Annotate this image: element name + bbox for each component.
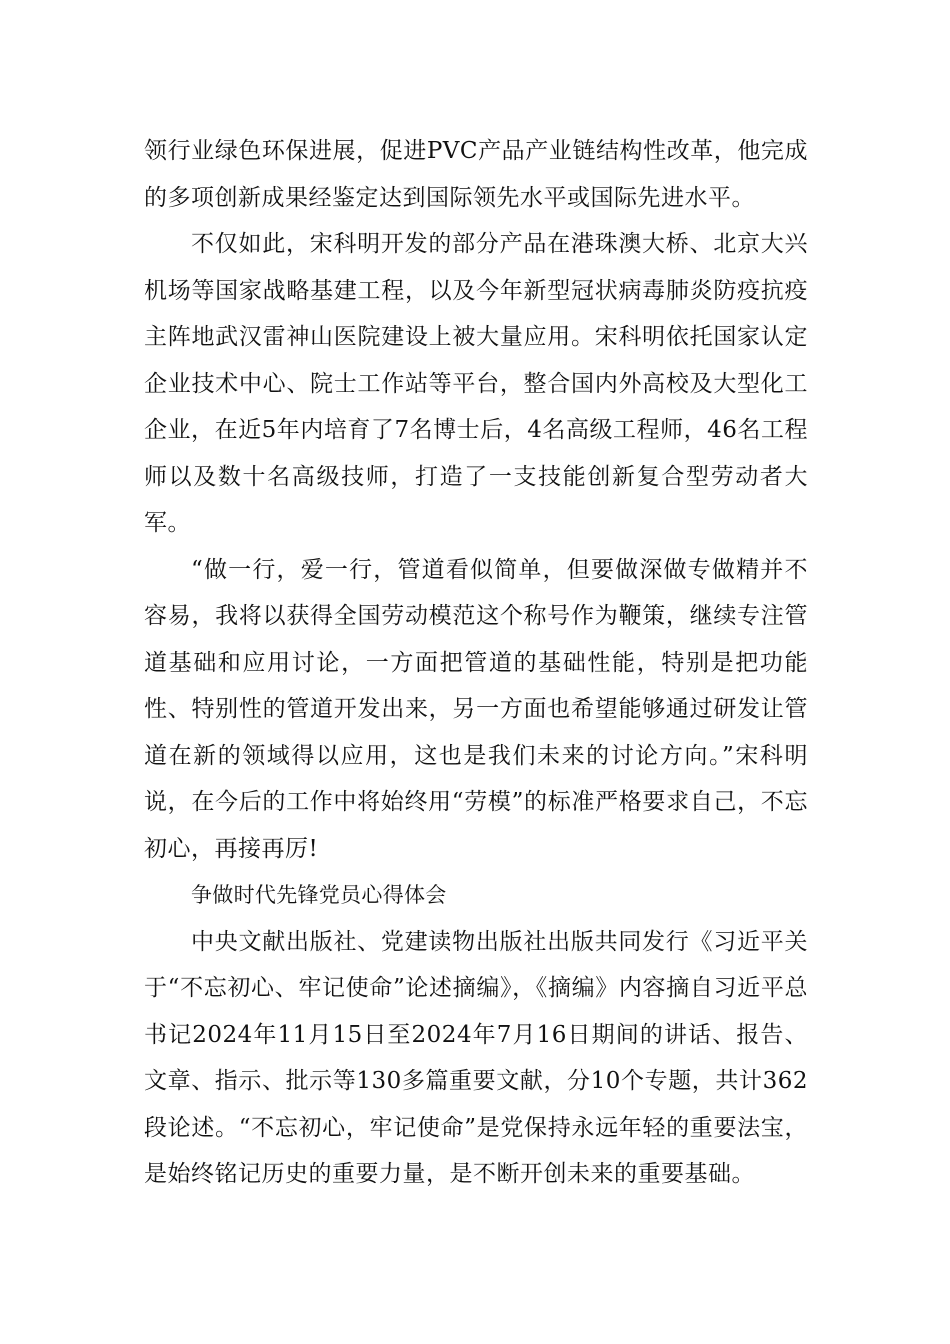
paragraph-3: “做一行，爱一行，管道看似简单，但要做深做专做精并不容易，我将以获得全国劳动模范这个称号作为鞭策，继续专注管道基础和应用讨论，一方面把管道的基础性能，特别是把功能性、特别性的管道开发出来，另一方面也希望能够通过研发让管道在新的领域得以应用，这也是我们未来的讨论方向。”宋科明说，在今后的工作中将始终用“劳模”的标准严格要求自己，不忘初心，再接再厉!: [144, 556, 808, 862]
paragraph-2: 不仅如此，宋科明开发的部分产品在港珠澳大桥、北京大兴机场等国家战略基建工程，以及今年新型冠状病毒肺炎防疫抗疫主阵地武汉雷神山医院建设上被大量应用。宋科明依托国家认定企业技术中心、院士工作站等平台，整合国内外高校及大型化工企业，在近5年内培育了7名博士后，4名高级工程师，46名工程师以及数十名高级技师，打造了一支技能创新复合型劳动者大军。: [144, 231, 808, 536]
document-body: [144, 128, 808, 1198]
paragraph-4: 中央文献出版社、党建读物出版社出版共同发行《习近平关于“不忘初心、牢记使命”论述摘编》，《摘编》内容摘自习近平总书记2024年11月15日至2024年7月16日期间的讲话、报告、文章、指示、批示等130多篇重要文献，分10个专题，共计362段论述。“不忘初心，牢记使命”是党保持永远年轻的重要法宝，是始终铭记历史的重要力量，是不断开创未来的重要基础。: [144, 928, 808, 1187]
paragraph-1: 领行业绿色环保进展，促进PVC产品产业链结构性改革，他完成的多项创新成果经鉴定达到国际领先水平或国际先进水平。: [144, 138, 808, 211]
section-title: 争做时代先锋党员心得体会: [191, 883, 447, 907]
